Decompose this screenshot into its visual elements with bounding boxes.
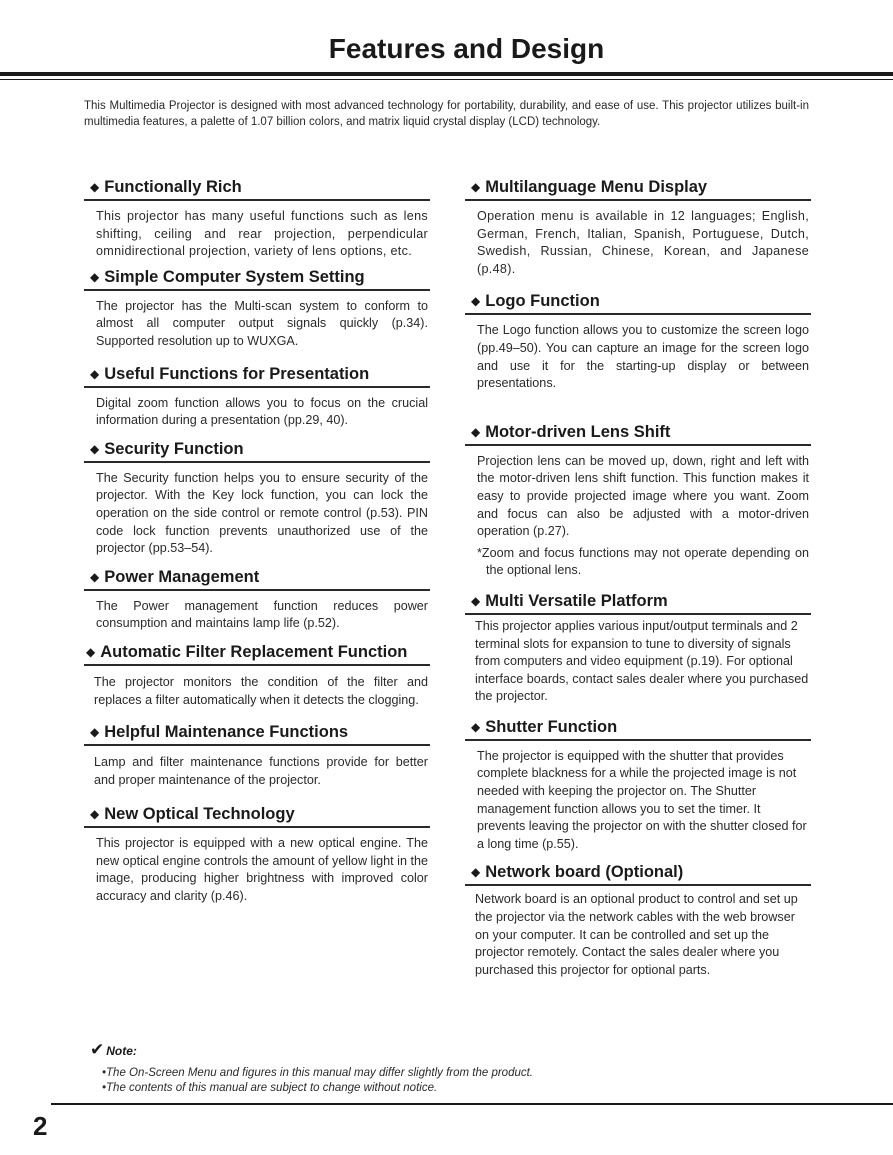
page-title: Features and Design <box>328 33 605 64</box>
note-heading <box>90 1040 790 1060</box>
section-title: New Optical Technology <box>104 805 295 824</box>
section-header <box>465 592 811 615</box>
section-simple-computer-system-setting <box>84 268 430 351</box>
section-header <box>84 365 430 388</box>
section-shutter-function <box>465 718 811 854</box>
section-header <box>84 723 430 746</box>
section-automatic-filter-replacement <box>84 643 430 709</box>
right-column <box>465 178 811 979</box>
section-body: The projector is equipped with the shutter that provides complete blackness for a while the projected image is not needed with keeping the projector on. The Shutter management function allows you to set the timer. It prevents leaving the projector on with the shutter closed for a long time (p.55). <box>477 748 807 851</box>
section-title: Motor-driven Lens Shift <box>485 422 671 441</box>
section-header <box>465 718 811 741</box>
section-header <box>465 178 811 201</box>
diamond-bullet-icon: ◆ <box>471 865 481 880</box>
section-logo-function <box>465 292 811 392</box>
section-title: Useful Functions for Presentation <box>104 364 370 383</box>
note-title: Note: <box>106 1044 137 1058</box>
section-useful-functions-presentation <box>84 365 430 430</box>
section-header <box>84 805 430 828</box>
title-rule <box>0 72 893 76</box>
section-body: Digital zoom function allows you to focus on the crucial information during a presentation (pp.29, 40). <box>96 395 428 428</box>
diamond-bullet-icon: ◆ <box>86 644 96 659</box>
lens-note: *Zoom and focus functions may not operate depending on the optional lens. <box>477 545 809 578</box>
section-body: The Security function helps you to ensure security of the projector. With the Key lock function, you can lock the operation on the side control or remote control (p.53). PIN code lock function prevents unauthorized use of the projector (pp.53–54). <box>96 470 428 556</box>
section-header <box>84 440 430 463</box>
section-title: Network board (Optional) <box>485 863 684 882</box>
diamond-bullet-icon: ◆ <box>471 180 481 194</box>
section-body: Operation menu is available in 12 languages; English, German, French, Italian, Spanish, Portuguese, Dutch, Swedish, Russian, Chinese, Korean, and Japanese (p.48). <box>477 209 809 276</box>
section-network-board <box>465 863 811 979</box>
section-body: Network board is an optional product to control and set up the projector via the network cables with the web browser on your computer. It can be controlled and set up the projector remotely. Contact the sales dealer where you purchased this projector for optional parts. <box>475 892 798 977</box>
section-body: The projector has the Multi-scan system to conform to almost all computer output signals quickly (p.34). Supported resolution up to WUXGA. <box>96 298 428 348</box>
note-block <box>90 1040 790 1096</box>
section-body: This projector applies various input/output terminals and 2 terminal slots for expansion to tune to diversity of signals from computers and video equipment (p.19). For optional interface boards, contact sales dealer where you purchased the projector. <box>475 618 809 704</box>
diamond-bullet-icon: ◆ <box>471 593 481 608</box>
section-title: Multi Versatile Platform <box>485 591 668 610</box>
section-header <box>465 863 811 886</box>
note-line: •The contents of this manual are subject to change without notice. <box>102 1082 438 1094</box>
diamond-bullet-icon: ◆ <box>90 569 100 584</box>
diamond-bullet-icon: ◆ <box>90 269 100 284</box>
diamond-bullet-icon: ◆ <box>90 807 100 822</box>
section-body: This projector has many useful functions such as lens shifting, ceiling and rear projection, perpendicular omnidirectional projection, variety of lens options, etc. <box>96 209 428 259</box>
diamond-bullet-icon: ◆ <box>90 180 100 194</box>
note-line: •The On-Screen Menu and figures in this manual may differ slightly from the product. <box>102 1067 534 1079</box>
section-title: Helpful Maintenance Functions <box>104 723 349 742</box>
section-header <box>84 568 430 591</box>
section-functionally-rich <box>84 178 430 261</box>
section-title: Security Function <box>104 439 244 458</box>
section-body: Projection lens can be moved up, down, right and left with the motor-driven lens shift function. This function makes it easy to provide projected image where you want. Zoom and focus can also be adjusted with a motor-driven operation (p.27). <box>477 453 809 539</box>
section-title: Functionally Rich <box>104 178 242 196</box>
section-title: Multilanguage Menu Display <box>485 178 708 196</box>
section-body: Lamp and filter maintenance functions provide for better and proper maintenance of the projector. <box>94 755 428 787</box>
section-multi-versatile-platform <box>465 592 811 706</box>
section-new-optical-technology <box>84 805 430 905</box>
diamond-bullet-icon: ◆ <box>90 441 100 456</box>
section-body: This projector is equipped with a new optical engine. The new optical engine controls the amount of yellow light in the image, producing higher brightness with improved color accuracy and clarity (p.46). <box>96 836 428 904</box>
title-rule-thin <box>0 79 893 80</box>
left-column <box>84 178 430 906</box>
checkmark-icon: ✔ <box>90 1040 105 1059</box>
section-body: The Power management function reduces power consumption and maintains lamp life (p.52). <box>96 598 428 631</box>
section-security-function <box>84 440 430 558</box>
section-power-management <box>84 568 430 633</box>
page-number: 2 <box>33 1111 48 1141</box>
section-title: Shutter Function <box>485 717 618 736</box>
section-header <box>465 423 811 446</box>
section-motor-driven-lens-shift <box>465 423 811 580</box>
section-title: Automatic Filter Replacement Function <box>100 642 408 661</box>
section-title: Simple Computer System Setting <box>104 267 365 286</box>
section-helpful-maintenance <box>84 723 430 789</box>
section-multilanguage-menu <box>465 178 811 278</box>
diamond-bullet-icon: ◆ <box>471 294 481 309</box>
diamond-bullet-icon: ◆ <box>90 725 100 740</box>
section-title: Logo Function <box>485 292 600 311</box>
diamond-bullet-icon: ◆ <box>471 719 481 734</box>
diamond-bullet-icon: ◆ <box>90 366 100 381</box>
diamond-bullet-icon: ◆ <box>471 424 481 439</box>
footer-rule <box>51 1103 893 1105</box>
section-header <box>84 268 430 291</box>
section-header <box>465 292 811 315</box>
section-title: Power Management <box>104 567 260 586</box>
intro-paragraph: This Multimedia Projector is designed with most advanced technology for portability, durability, and ease of use. This projector utilizes built-in multimedia features, a palette of 1.07 billion colors, and matrix liquid crystal display (LCD) technology. <box>84 100 809 128</box>
section-body: The projector monitors the condition of the filter and replaces a filter automatically when it detects the clogging. <box>94 674 428 707</box>
section-header <box>84 178 430 201</box>
section-header <box>84 643 430 666</box>
section-body: The Logo function allows you to customize the screen logo (pp.49–50). You can capture an image for the screen logo and use it for the starting-up display or between presentations. <box>477 323 809 391</box>
